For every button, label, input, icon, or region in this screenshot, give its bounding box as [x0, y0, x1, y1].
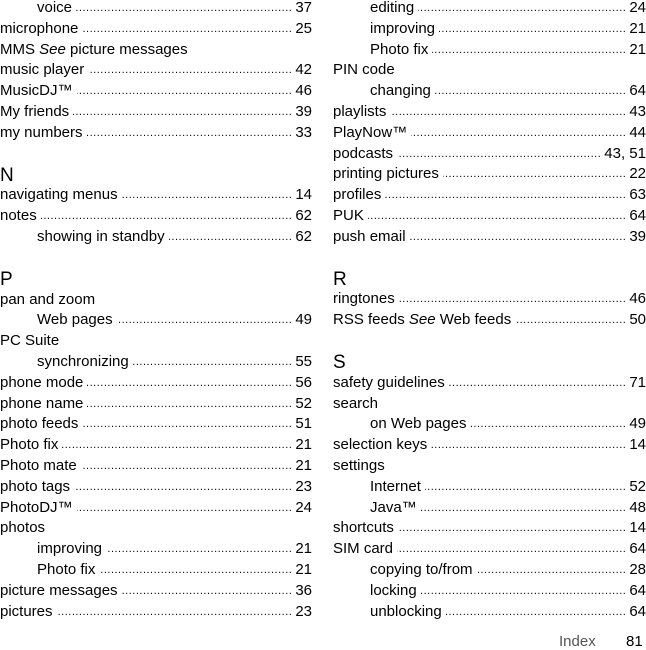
index-entry [333, 455, 646, 476]
entry-page-number: 14 [295, 186, 312, 204]
entry-label: printing pictures [333, 165, 439, 183]
index-entry [0, 205, 312, 226]
dot-leader [435, 80, 626, 101]
dot-leader [418, 0, 626, 18]
entry-page-number: 21 [629, 40, 646, 58]
entry-page-number: 62 [295, 207, 312, 225]
entry-page-number: 49 [629, 415, 646, 433]
entry-label: microphone [0, 19, 79, 37]
dot-leader [439, 18, 626, 39]
dot-leader [446, 601, 627, 622]
entry-page-number: 24 [295, 498, 312, 516]
dot-leader [399, 288, 627, 309]
entry-label: selection keys [333, 436, 428, 454]
entry-page-number: 50 [629, 311, 646, 329]
dot-leader [397, 143, 601, 164]
entry-label: Photo fix [370, 40, 429, 58]
entry-page-number: 64 [629, 207, 646, 224]
index-entry [333, 517, 646, 538]
index-subentry [333, 497, 646, 518]
index-subentry [0, 538, 312, 559]
entry-label: Internet [370, 477, 421, 495]
dot-leader [432, 39, 626, 60]
dot-leader [169, 226, 293, 247]
entry-page-number: 21 [295, 436, 312, 454]
entry-label: copying to/from [370, 561, 473, 578]
entry-page-number: 52 [629, 477, 646, 495]
index-entry [0, 434, 312, 455]
index-entry [333, 59, 646, 80]
index-subentry [0, 351, 312, 372]
index-entry [333, 288, 646, 309]
entry-label: PC Suite [0, 332, 60, 350]
entry-label: safety guidelines [333, 373, 445, 391]
index-entry [333, 184, 646, 205]
entry-label: music player [0, 61, 85, 79]
entry-label: photos [0, 519, 46, 537]
dot-leader [122, 580, 293, 601]
dot-leader [77, 497, 293, 518]
entry-label: Photo mate [0, 457, 77, 474]
dot-leader [470, 413, 626, 434]
entry-label: phone name [0, 394, 84, 412]
entry-page-number: 46 [629, 290, 646, 308]
entry-page-number: 39 [295, 103, 312, 120]
entry-page-number: 43 [629, 103, 646, 120]
entry-label: shortcuts [333, 519, 394, 537]
entry-label: changing [370, 82, 431, 100]
entry-page-number: 44 [629, 123, 646, 141]
index-subentry [0, 226, 312, 247]
index-letter-heading: R [333, 268, 347, 290]
dot-leader [421, 580, 627, 601]
index-entry [0, 59, 312, 80]
index-subentry [333, 601, 646, 622]
dot-leader [88, 59, 292, 80]
entry-label: Photo fix [37, 561, 96, 578]
footer-section-label: Index [559, 633, 596, 650]
entry-page-number: 55 [295, 353, 312, 370]
index-entry [0, 476, 312, 497]
entry-page-number: 62 [295, 228, 312, 245]
index-letter-heading: N [0, 164, 14, 186]
entry-page-number: 33 [295, 123, 312, 141]
entry-label: phone mode [0, 373, 84, 391]
entry-label: search [333, 394, 379, 412]
entry-label: MMS See picture messages [0, 40, 188, 58]
entry-page-number: 21 [295, 561, 312, 578]
dot-leader [425, 476, 626, 497]
entry-label: settings [333, 457, 385, 474]
index-entry [333, 309, 646, 330]
entry-label: notes [0, 207, 37, 225]
index-entry [333, 393, 646, 414]
entry-label: PIN code [333, 61, 395, 79]
index-entry [0, 393, 312, 414]
entry-label: photo tags [0, 477, 71, 495]
dot-leader [421, 497, 627, 518]
index-entry [333, 205, 646, 226]
entry-page-number: 64 [629, 602, 646, 620]
dot-leader [73, 101, 292, 122]
entry-label: Photo fix [0, 436, 59, 454]
entry-page-number: 36 [295, 581, 312, 599]
entry-label: SIM card [333, 540, 394, 558]
entry-label: my numbers [0, 123, 83, 141]
entry-page-number: 23 [295, 602, 312, 620]
index-entry [0, 330, 312, 351]
index-entry [0, 372, 312, 393]
entry-label: photo feeds [0, 415, 79, 433]
dot-leader [385, 184, 626, 205]
entry-label: podcasts [333, 144, 394, 162]
entry-page-number: 21 [295, 457, 312, 474]
dot-leader [449, 372, 627, 393]
dot-leader [398, 517, 626, 538]
dot-leader [117, 309, 293, 330]
entry-label: showing in standby [37, 228, 165, 245]
see-reference: See [408, 311, 436, 329]
entry-label: PUK [333, 207, 364, 224]
dot-leader [410, 226, 627, 247]
index-entry [0, 580, 312, 601]
index-subentry [0, 559, 312, 580]
dot-leader [99, 559, 292, 580]
index-entry [0, 601, 312, 622]
index-entry [333, 226, 646, 247]
entry-label: pictures [0, 602, 53, 620]
entry-label: push email [333, 227, 406, 245]
dot-leader [62, 434, 292, 455]
entry-page-number: 37 [295, 0, 312, 16]
index-entry [333, 101, 646, 122]
entry-page-number: 64 [629, 581, 646, 599]
entry-label: My friends [0, 103, 70, 120]
index-subentry [333, 559, 646, 580]
index-subentry [333, 0, 646, 18]
entry-page-number: 46 [295, 82, 312, 100]
entry-page-number: 39 [629, 227, 646, 245]
entry-label: navigating menus [0, 186, 118, 204]
index-entry [0, 455, 312, 476]
index-entry [0, 497, 312, 518]
entry-label: editing [370, 0, 415, 16]
index-entry [0, 80, 312, 101]
dot-leader [81, 455, 293, 476]
dot-leader [87, 372, 292, 393]
entry-page-number: 14 [629, 519, 646, 537]
dot-leader [397, 538, 626, 559]
dot-leader [82, 18, 292, 39]
dot-leader [106, 538, 292, 559]
index-letter-heading: P [0, 268, 13, 290]
entry-page-number: 42 [295, 61, 312, 79]
entry-label: MusicDJ™ [0, 82, 73, 100]
entry-page-number: 24 [629, 0, 646, 16]
index-entry [333, 143, 646, 164]
entry-label: voice [37, 0, 73, 16]
entry-label: improving [370, 19, 436, 37]
entry-page-number: 23 [295, 477, 312, 495]
entry-label: Java™ [370, 498, 417, 516]
entry-page-number: 56 [295, 373, 312, 391]
index-entry [0, 101, 312, 122]
entry-page-number: 48 [629, 498, 646, 516]
entry-label: on Web pages [370, 415, 467, 433]
entry-label: profiles [333, 186, 382, 204]
entry-label: Web pages [37, 311, 113, 329]
index-entry [333, 434, 646, 455]
dot-leader [74, 476, 292, 497]
footer-page-number: 81 [626, 633, 643, 650]
dot-leader [77, 80, 293, 101]
entry-label: playlists [333, 103, 387, 120]
entry-label: PlayNow™ [333, 123, 408, 141]
entry-label: RSS feeds See Web feeds [333, 311, 512, 329]
index-subentry [333, 476, 646, 497]
entry-page-number: 64 [629, 540, 646, 558]
index-letter-heading: S [333, 352, 346, 373]
index-entry [0, 39, 312, 60]
index-subentry [333, 580, 646, 601]
entry-label: improving [37, 540, 103, 558]
index-entry [0, 184, 312, 205]
dot-leader [390, 101, 626, 122]
index-entry [0, 18, 312, 39]
dot-leader [82, 413, 292, 434]
index-subentry [0, 309, 312, 330]
dot-leader [87, 393, 292, 414]
index-entry [333, 538, 646, 559]
entry-page-number: 25 [295, 19, 312, 37]
entry-page-number: 63 [629, 186, 646, 204]
entry-label: locking [370, 581, 417, 599]
index-subentry [0, 0, 312, 18]
dot-leader [477, 559, 627, 580]
dot-leader [368, 205, 626, 226]
dot-leader [411, 122, 626, 143]
dot-leader [133, 351, 293, 372]
entry-page-number: 28 [629, 561, 646, 578]
entry-label: synchronizing [37, 353, 129, 370]
entry-page-number: 71 [629, 373, 646, 391]
dot-leader [87, 122, 293, 143]
dot-leader [431, 434, 626, 455]
dot-leader [443, 163, 626, 184]
entry-label: pan and zoom [0, 290, 96, 308]
entry-page-number: 43, 51 [604, 144, 646, 162]
index-entry [0, 289, 312, 310]
dot-leader [57, 601, 293, 622]
entry-page-number: 64 [629, 82, 646, 100]
index-entry [0, 413, 312, 434]
index-entry [0, 517, 312, 538]
index-entry [333, 372, 646, 393]
dot-leader [515, 309, 626, 330]
entry-page-number: 52 [295, 394, 312, 412]
index-subentry [333, 18, 646, 39]
dot-leader [122, 184, 293, 205]
entry-label: unblocking [370, 602, 442, 620]
entry-page-number: 21 [629, 19, 646, 37]
entry-page-number: 22 [629, 165, 646, 183]
entry-page-number: 14 [629, 436, 646, 454]
index-subentry [333, 413, 646, 434]
index-subentry [333, 80, 646, 101]
entry-label: PhotoDJ™ [0, 498, 73, 516]
dot-leader [76, 0, 292, 18]
entry-page-number: 51 [295, 415, 312, 433]
dot-leader [41, 205, 293, 226]
entry-page-number: 49 [295, 311, 312, 329]
index-entry [0, 122, 312, 143]
index-entry [333, 122, 646, 143]
index-subentry [333, 39, 646, 60]
entry-page-number: 21 [295, 540, 312, 558]
entry-label: picture messages [0, 581, 118, 599]
see-reference: See [39, 40, 66, 58]
index-entry [333, 163, 646, 184]
entry-label: ringtones [333, 290, 395, 308]
